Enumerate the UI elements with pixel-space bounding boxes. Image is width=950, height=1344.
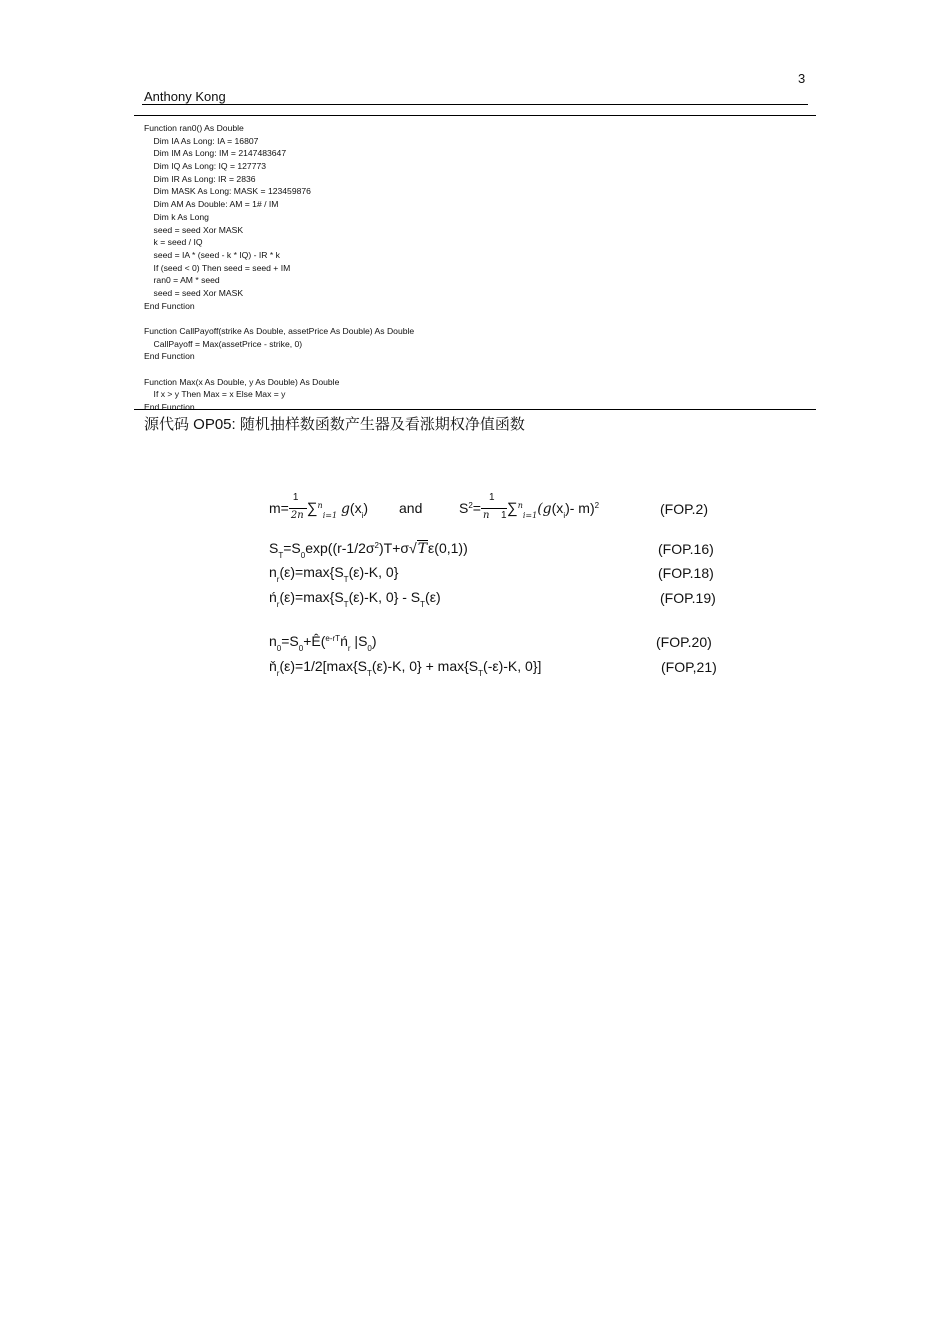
equation-label-fop16: (FOP.16) — [658, 541, 714, 557]
code-line: Dim IM As Long: IM = 2147483647 — [144, 148, 287, 159]
equation-fop19 — [269, 589, 441, 609]
superscript: 2 — [594, 501, 600, 510]
code-line: End Function — [144, 300, 195, 311]
subscript: i — [563, 511, 566, 520]
sum-symbol: ∑ — [306, 500, 318, 517]
code-line: End Function — [144, 351, 195, 362]
eq-text: (ε)-K, 0} — [348, 564, 399, 580]
code-line: Dim IR As Long: IR = 2836 — [144, 173, 256, 184]
equation-fop21 — [269, 658, 541, 678]
sum-lower: i=1 — [322, 511, 338, 520]
code-line: k = seed / IQ — [144, 237, 203, 248]
fraction-bar — [289, 508, 307, 509]
subscript: 0 — [276, 644, 282, 653]
sum-symbol: ∑ — [506, 500, 518, 517]
superscript: 2 — [374, 541, 379, 550]
eq-text: n — [269, 633, 277, 649]
code-line — [144, 312, 414, 325]
eq-text: = — [472, 500, 481, 516]
eq-text: n — [269, 564, 277, 580]
fraction — [289, 492, 307, 522]
eq-text: |S — [350, 633, 368, 649]
eq-text: (x — [349, 500, 362, 516]
code-line: Dim k As Long — [144, 211, 209, 222]
subscript: i — [361, 511, 364, 520]
subscript: T — [343, 575, 349, 584]
eq-text: ) — [363, 500, 369, 516]
eq-text: ) — [371, 633, 377, 649]
fraction-denominator: n — [482, 510, 490, 522]
code-line: Function ran0() As Double — [144, 123, 244, 133]
eq-text: (-ε)-K, 0}] — [483, 658, 542, 674]
eq-text: ε(0,1)) — [428, 540, 468, 556]
code-line: If x > y Then Max = x Else Max = y — [144, 389, 286, 400]
code-block — [144, 122, 414, 414]
code-line: CallPayoff = Max(assetPrice - strike, 0) — [144, 338, 303, 349]
code-line — [144, 363, 414, 376]
code-line: ran0 = AM * seed — [144, 275, 220, 286]
code-line: End Function — [144, 402, 195, 413]
eq-text: (ε) — [425, 589, 441, 605]
header-rule — [142, 104, 808, 105]
fraction-denominator: 2n — [290, 510, 304, 522]
page-number: 3 — [798, 71, 806, 86]
superscript: e-rT — [325, 634, 341, 643]
code-caption: 源代码 OP05: 随机抽样数函数产生器及看涨期权净值函数 — [144, 416, 525, 433]
subscript: T — [367, 669, 372, 678]
code-line: If (seed < 0) Then seed = seed + IM — [144, 262, 291, 273]
eq-text: m= — [269, 500, 289, 516]
eq-text: =S — [281, 633, 299, 649]
eq-text: (g — [537, 501, 552, 517]
eq-text: (ε)=1/2[max{S — [279, 658, 368, 674]
code-line: Dim AM As Double: AM = 1# / IM — [144, 199, 279, 210]
fraction — [481, 492, 507, 522]
code-line: Function Max(x As Double, y As Double) As Double — [144, 376, 340, 387]
eq-text: S — [459, 500, 469, 516]
subscript: 0 — [298, 644, 304, 653]
subscript: r — [276, 669, 280, 678]
equation-fop16: $S_T=S_0\exp((r-1/2\sigma^2)T+\sigma√T\varepsilon(0,1))$ — [269, 540, 468, 560]
equation-fop2-and: and — [399, 500, 423, 516]
author-name: Anthony Kong — [144, 89, 226, 104]
code-line: seed = seed Xor MASK — [144, 224, 244, 235]
eq-text: (ε)-K, 0} - S — [348, 589, 421, 605]
fraction-numerator: 1 — [488, 492, 495, 504]
sum-upper: n — [317, 501, 323, 510]
code-line: Dim IA As Long: IA = 16807 — [144, 135, 259, 146]
subscript: 0 — [367, 644, 372, 653]
subscript: r — [276, 575, 280, 584]
equation-label-fop2: (FOP.2) — [660, 501, 708, 517]
equation-label-fop21: (FOP,21) — [661, 659, 717, 675]
fraction-bar — [481, 508, 507, 509]
subscript: T — [343, 600, 349, 609]
eq-text: (x — [551, 500, 564, 516]
equation-label-fop20: (FOP.20) — [656, 634, 712, 650]
eq-text: +Ê( — [303, 633, 326, 649]
sqrt-radicand: T — [417, 541, 428, 557]
eq-text: ň — [269, 658, 277, 674]
subscript: T — [420, 600, 426, 609]
subscript: r — [276, 600, 280, 609]
code-line: Dim MASK As Long: MASK = 123459876 — [144, 186, 311, 197]
eq-text: )- m) — [565, 500, 595, 516]
eq-text: ń — [340, 633, 348, 649]
equation-label-fop19: (FOP.19) — [660, 590, 716, 606]
eq-text: g — [340, 501, 350, 517]
eq-text: S — [269, 540, 279, 556]
code-block-top-rule — [134, 115, 816, 116]
equation-label-fop18: (FOP.18) — [658, 565, 714, 581]
eq-text: ń — [269, 589, 277, 605]
eq-text: )T+σ — [378, 540, 410, 556]
code-line: seed = seed Xor MASK — [144, 287, 244, 298]
sum-upper: n — [517, 501, 523, 510]
code-line: seed = IA * (seed - k * IQ) - IR * k — [144, 249, 280, 260]
subscript: T — [478, 669, 484, 678]
eq-text: (ε)=max{S — [279, 589, 344, 605]
eq-text: exp((r-1/2σ — [305, 540, 375, 556]
equation-fop18 — [269, 564, 398, 584]
code-line: Dim IQ As Long: IQ = 127773 — [144, 161, 267, 172]
subscript: r — [347, 644, 351, 653]
equation-fop2-variance — [459, 492, 600, 522]
eq-text: (ε)-K, 0} + max{S — [371, 658, 479, 674]
code-line: Function CallPayoff(strike As Double, assetPrice As Double) As Double — [144, 326, 415, 336]
code-block-bottom-rule — [134, 409, 816, 410]
fraction-denominator-extra: 1 — [500, 510, 507, 522]
eq-text: (ε)=max{S — [279, 564, 344, 580]
subscript: T — [278, 551, 284, 560]
sum-lower: i=1 — [522, 511, 538, 520]
fraction-numerator: 1 — [292, 492, 299, 504]
superscript: 2 — [468, 501, 473, 510]
eq-text: =S — [283, 540, 301, 556]
subscript: 0 — [300, 551, 306, 560]
equation-fop20 — [269, 633, 377, 653]
equation-fop2 — [269, 492, 369, 522]
